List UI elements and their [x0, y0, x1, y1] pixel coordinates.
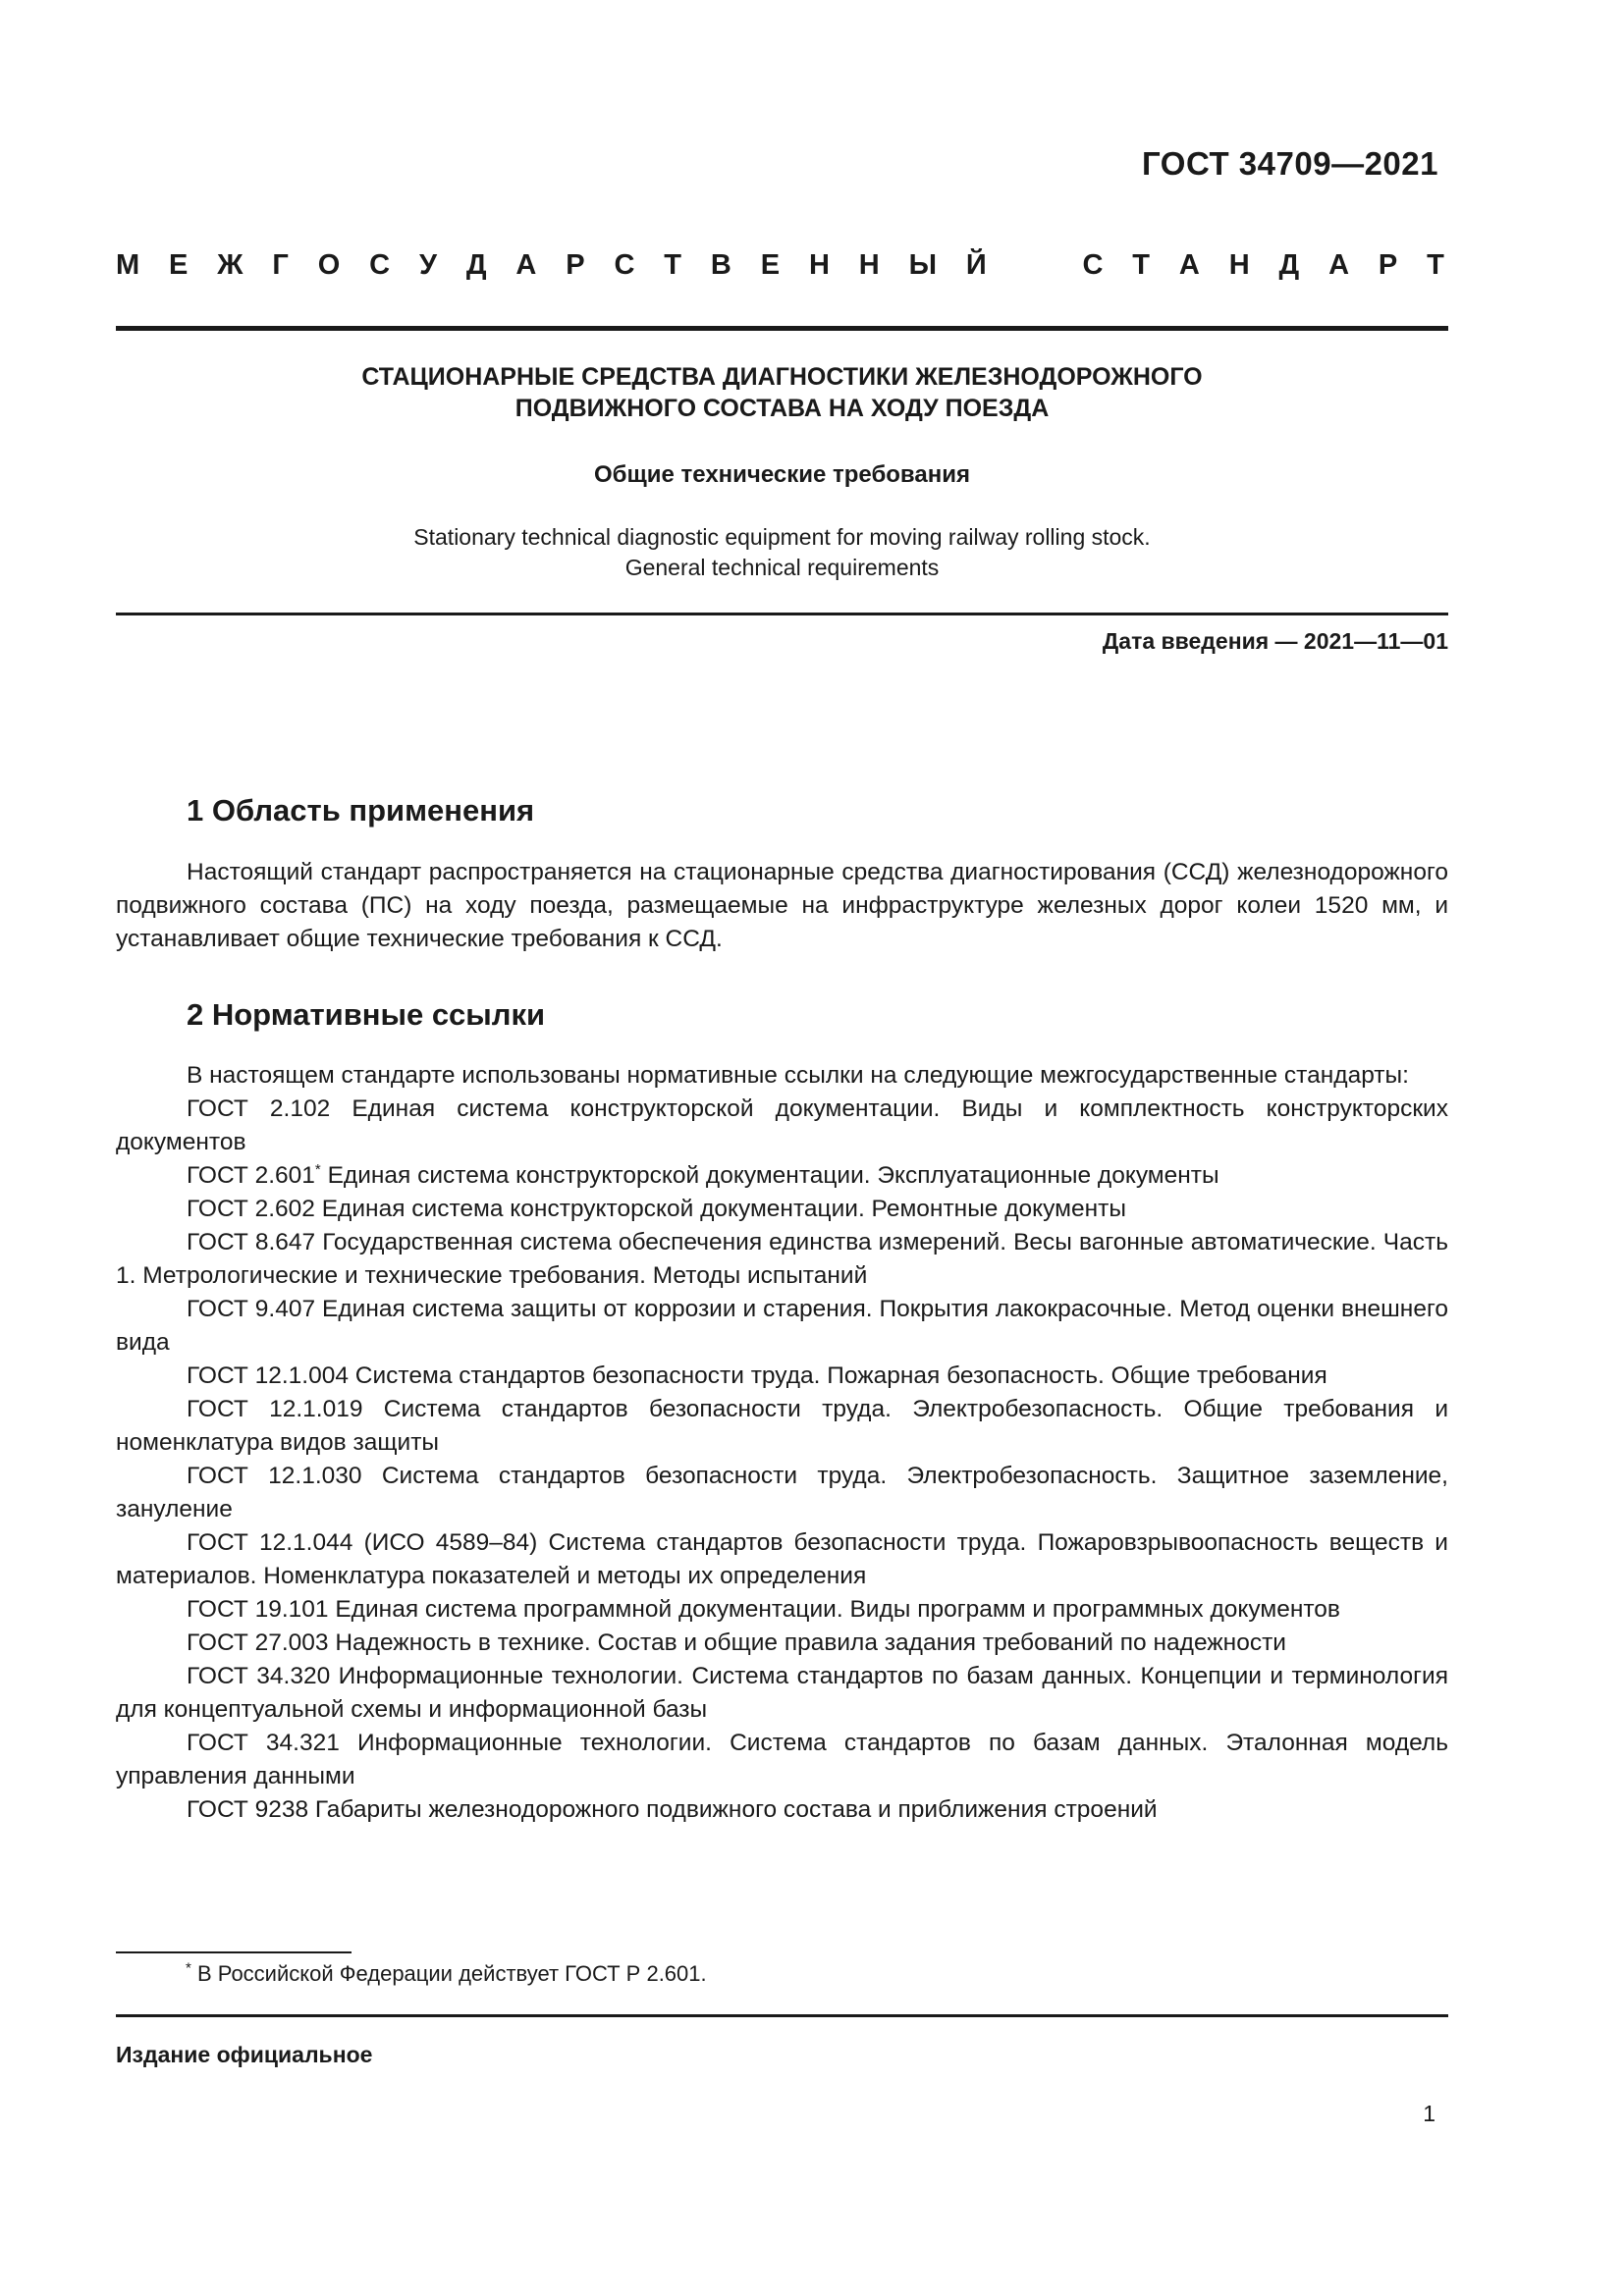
english-title-line: Stationary technical diagnostic equipment for moving railway rolling stock. [413, 524, 1151, 550]
reference-item: ГОСТ 27.003 Надежность в технике. Состав и общие правила задания требований по надежности [187, 1629, 1286, 1656]
bottom-rule [116, 2014, 1448, 2017]
footnote [186, 1961, 707, 1987]
reference-item: ГОСТ 8.647 Государственная система обеспечения единства измерений. Весы вагонные автоматические. Часть 1. Метрологические и технические требования. Методы испытаний [116, 1229, 1448, 1289]
section-normative-references [116, 997, 1448, 1827]
document-subtitle: Общие технические требования [594, 461, 970, 488]
footnote-text: В Российской Федерации действует ГОСТ Р 2.601. [190, 1961, 707, 1986]
interstate-letter: О [317, 249, 341, 281]
word-gap [1016, 249, 1054, 282]
interstate-letter: Д [1278, 249, 1300, 281]
interstate-letter: У [418, 249, 437, 281]
interstate-letter: Г [272, 249, 289, 281]
reference-item: ГОСТ 34.321 Информационные технологии. Система стандартов по базам данных. Эталонная модель управления данными [116, 1730, 1448, 1789]
interstate-standard-heading [116, 249, 1444, 282]
interstate-letter: Т [1132, 249, 1151, 281]
interstate-letter: Е [169, 249, 189, 281]
interstate-letter: А [515, 249, 537, 281]
interstate-letter: С [1082, 249, 1104, 281]
reference-item: ГОСТ 19.101 Единая система программной документации. Виды программ и программных документов [187, 1596, 1340, 1623]
footnote-rule [116, 1951, 352, 1953]
document-title [116, 361, 1448, 424]
interstate-letter: Н [858, 249, 880, 281]
footnote-marker: * [186, 1959, 191, 1977]
reference-item: ГОСТ 12.1.004 Система стандартов безопасности труда. Пожарная безопасность. Общие требования [187, 1362, 1327, 1389]
interstate-letter: М [116, 249, 140, 281]
reference-item: ГОСТ 9238 Габариты железнодорожного подвижного состава и приближения строений [187, 1796, 1158, 1823]
interstate-letter: Т [664, 249, 682, 281]
interstate-letter: А [1178, 249, 1200, 281]
reference-item: ГОСТ 12.1.044 (ИСО 4589–84) Система стандартов безопасности труда. Пожаровзрывоопасность веществ и материалов. Номенклатура показателей и методы их определения [116, 1529, 1448, 1589]
english-title-line: General technical requirements [624, 555, 940, 580]
reference-code: ГОСТ 2.601 [187, 1162, 315, 1189]
section-heading: 1 Область применения [187, 793, 535, 828]
interstate-letter: Р [566, 249, 585, 281]
interstate-letter: Й [965, 249, 987, 281]
footnote-marker: * [314, 1160, 321, 1178]
reference-title: Единая система конструкторской документации. Эксплуатационные документы [320, 1162, 1219, 1189]
interstate-letter: Н [808, 249, 830, 281]
english-title [116, 522, 1448, 583]
interstate-letter: Ж [217, 249, 244, 281]
paragraph: В настоящем стандарте использованы нормативные ссылки на следующие межгосударственные стандарты: [187, 1062, 1409, 1089]
interstate-letter: Ы [908, 249, 937, 281]
reference-item: ГОСТ 2.102 Единая система конструкторской документации. Виды и комплектность конструкторских документов [116, 1095, 1448, 1155]
reference-item: ГОСТ 34.320 Информационные технологии. Система стандартов по базам данных. Концепции и терминология для концептуальной схемы и информационной базы [116, 1663, 1448, 1723]
doc-code: ГОСТ 34709—2021 [1142, 145, 1438, 182]
middle-rule [116, 613, 1448, 615]
official-edition-label: Издание официальное [116, 2042, 373, 2067]
reference-item: ГОСТ 2.602 Единая система конструкторской документации. Ремонтные документы [187, 1196, 1126, 1222]
interstate-letter: Т [1427, 249, 1444, 281]
interstate-letter: Д [465, 249, 487, 281]
paragraph: Настоящий стандарт распространяется на стационарные средства диагностирования (ССД) железнодорожного подвижного состава (ПС) на ходу поезда, размещаемые на инфраструктуре железных дорог колеи 1520 мм, и устанавливает общие технические требования к ССД. [116, 859, 1448, 952]
reference-item [116, 1159, 1448, 1193]
title-line: СТАЦИОНАРНЫЕ СРЕДСТВА ДИАГНОСТИКИ ЖЕЛЕЗНОДОРОЖНОГО [361, 363, 1203, 391]
section-scope [116, 793, 1448, 956]
reference-item: ГОСТ 12.1.019 Система стандартов безопасности труда. Электробезопасность. Общие требования и номенклатура видов защиты [116, 1396, 1448, 1456]
interstate-letter: С [369, 249, 391, 281]
title-line: ПОДВИЖНОГО СОСТАВА НА ХОДУ ПОЕЗДА [514, 395, 1050, 422]
reference-item: ГОСТ 12.1.030 Система стандартов безопасности труда. Электробезопасность. Защитное заземление, зануление [116, 1463, 1448, 1522]
section-heading: 2 Нормативные ссылки [187, 997, 546, 1032]
page-number: 1 [1423, 2101, 1435, 2126]
reference-item: ГОСТ 9.407 Единая система защиты от коррозии и старения. Покрытия лакокрасочные. Метод оценки внешнего вида [116, 1296, 1448, 1356]
interstate-letter: С [614, 249, 635, 281]
introduction-date: Дата введения — 2021—11—01 [1102, 628, 1448, 654]
interstate-letter: Р [1378, 249, 1398, 281]
interstate-letter: В [710, 249, 731, 281]
top-rule [116, 326, 1448, 331]
interstate-letter: А [1328, 249, 1350, 281]
interstate-letter: Е [760, 249, 781, 281]
interstate-letter: Н [1228, 249, 1250, 281]
